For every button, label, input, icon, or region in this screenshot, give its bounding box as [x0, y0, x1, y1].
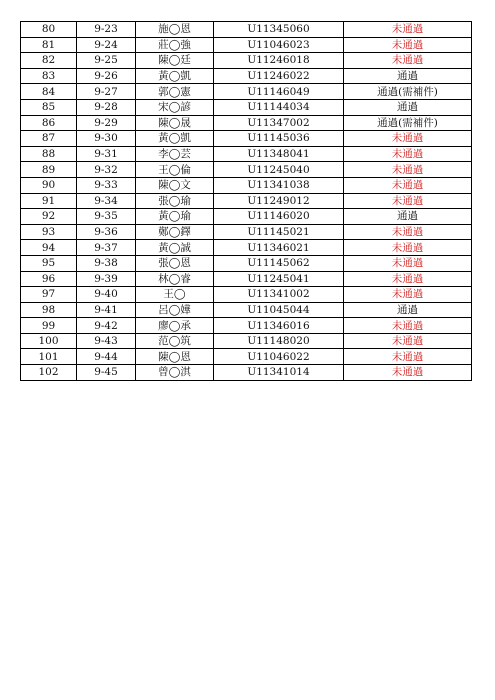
- table-row: [21, 99, 472, 115]
- table-row: [21, 37, 472, 53]
- student-roster-table: [20, 21, 472, 381]
- class-seat-cell: 9-32: [77, 162, 136, 178]
- row-number-cell: 90: [21, 177, 77, 193]
- status-cell: 通過: [344, 302, 472, 318]
- row-number-cell: 83: [21, 68, 77, 84]
- status-cell: 未通過: [344, 193, 472, 209]
- status-cell: 未通過: [344, 224, 472, 240]
- status-cell: 未通過: [344, 333, 472, 349]
- class-seat-cell: 9-43: [77, 333, 136, 349]
- table-row: [21, 209, 472, 225]
- class-seat-cell: 9-45: [77, 365, 136, 381]
- status-cell: 未通過: [344, 146, 472, 162]
- table-row: [21, 349, 472, 365]
- table-row: [21, 177, 472, 193]
- table-row: [21, 224, 472, 240]
- student-id-cell: U11145021: [214, 224, 344, 240]
- class-seat-cell: 9-29: [77, 115, 136, 131]
- student-id-cell: U11341038: [214, 177, 344, 193]
- table-row: [21, 318, 472, 334]
- row-number-cell: 86: [21, 115, 77, 131]
- student-name-cell: 陳◯恩: [136, 349, 214, 365]
- row-number-cell: 92: [21, 209, 77, 225]
- row-number-cell: 88: [21, 146, 77, 162]
- student-name-cell: 林◯睿: [136, 271, 214, 287]
- student-name-cell: 郭◯憲: [136, 84, 214, 100]
- row-number-cell: 87: [21, 131, 77, 147]
- table-row: [21, 131, 472, 147]
- table-row: [21, 302, 472, 318]
- table-row: [21, 146, 472, 162]
- status-cell: 未通過: [344, 240, 472, 256]
- student-id-cell: U11148020: [214, 333, 344, 349]
- row-number-cell: 100: [21, 333, 77, 349]
- table-row: [21, 271, 472, 287]
- status-cell: 未通過: [344, 53, 472, 69]
- student-name-cell: 王◯倫: [136, 162, 214, 178]
- class-seat-cell: 9-26: [77, 68, 136, 84]
- student-id-cell: U11046023: [214, 37, 344, 53]
- class-seat-cell: 9-39: [77, 271, 136, 287]
- student-id-cell: U11145062: [214, 255, 344, 271]
- class-seat-cell: 9-38: [77, 255, 136, 271]
- student-id-cell: U11345060: [214, 22, 344, 38]
- student-id-cell: U11144034: [214, 99, 344, 115]
- class-seat-cell: 9-35: [77, 209, 136, 225]
- status-cell: 通過: [344, 68, 472, 84]
- table-row: [21, 240, 472, 256]
- student-name-cell: 黃◯凱: [136, 68, 214, 84]
- row-number-cell: 91: [21, 193, 77, 209]
- student-name-cell: 施◯恩: [136, 22, 214, 38]
- student-name-cell: 范◯筑: [136, 333, 214, 349]
- table-row: [21, 53, 472, 69]
- status-cell: 未通過: [344, 22, 472, 38]
- class-seat-cell: 9-40: [77, 287, 136, 303]
- table-row: [21, 22, 472, 38]
- student-name-cell: 莊◯強: [136, 37, 214, 53]
- student-name-cell: 鄭◯鐸: [136, 224, 214, 240]
- table-row: [21, 193, 472, 209]
- row-number-cell: 80: [21, 22, 77, 38]
- student-name-cell: 廖◯承: [136, 318, 214, 334]
- status-cell: 未通過: [344, 255, 472, 271]
- row-number-cell: 95: [21, 255, 77, 271]
- status-cell: 未通過: [344, 37, 472, 53]
- student-id-cell: U11249012: [214, 193, 344, 209]
- student-id-cell: U11346016: [214, 318, 344, 334]
- class-seat-cell: 9-37: [77, 240, 136, 256]
- row-number-cell: 89: [21, 162, 77, 178]
- status-cell: 通過: [344, 99, 472, 115]
- table-row: [21, 333, 472, 349]
- row-number-cell: 96: [21, 271, 77, 287]
- table-row: [21, 162, 472, 178]
- table-row: [21, 115, 472, 131]
- student-id-cell: U11348041: [214, 146, 344, 162]
- student-id-cell: U11245041: [214, 271, 344, 287]
- student-id-cell: U11245040: [214, 162, 344, 178]
- row-number-cell: 82: [21, 53, 77, 69]
- student-id-cell: U11246018: [214, 53, 344, 69]
- row-number-cell: 84: [21, 84, 77, 100]
- student-name-cell: 張◯瑜: [136, 193, 214, 209]
- status-cell: 通過(需補件): [344, 84, 472, 100]
- student-name-cell: 李◯芸: [136, 146, 214, 162]
- class-seat-cell: 9-28: [77, 99, 136, 115]
- student-name-cell: 宋◯諺: [136, 99, 214, 115]
- class-seat-cell: 9-27: [77, 84, 136, 100]
- student-name-cell: 王◯: [136, 287, 214, 303]
- class-seat-cell: 9-42: [77, 318, 136, 334]
- student-name-cell: 陳◯晟: [136, 115, 214, 131]
- student-name-cell: 黃◯凱: [136, 131, 214, 147]
- student-id-cell: U11347002: [214, 115, 344, 131]
- student-id-cell: U11045044: [214, 302, 344, 318]
- table-row: [21, 84, 472, 100]
- row-number-cell: 97: [21, 287, 77, 303]
- student-id-cell: U11341014: [214, 365, 344, 381]
- student-name-cell: 曾◯淇: [136, 365, 214, 381]
- student-id-cell: U11341002: [214, 287, 344, 303]
- table-row: [21, 68, 472, 84]
- table-row: [21, 365, 472, 381]
- table-row: [21, 287, 472, 303]
- class-seat-cell: 9-41: [77, 302, 136, 318]
- student-name-cell: 陳◯文: [136, 177, 214, 193]
- class-seat-cell: 9-31: [77, 146, 136, 162]
- class-seat-cell: 9-44: [77, 349, 136, 365]
- student-id-cell: U11046022: [214, 349, 344, 365]
- row-number-cell: 101: [21, 349, 77, 365]
- student-id-cell: U11146020: [214, 209, 344, 225]
- student-name-cell: 呂◯嬅: [136, 302, 214, 318]
- row-number-cell: 81: [21, 37, 77, 53]
- row-number-cell: 102: [21, 365, 77, 381]
- status-cell: 通過(需補件): [344, 115, 472, 131]
- status-cell: 未通過: [344, 287, 472, 303]
- status-cell: 未通過: [344, 349, 472, 365]
- row-number-cell: 93: [21, 224, 77, 240]
- class-seat-cell: 9-24: [77, 37, 136, 53]
- status-cell: 未通過: [344, 318, 472, 334]
- status-cell: 未通過: [344, 162, 472, 178]
- status-cell: 未通過: [344, 365, 472, 381]
- class-seat-cell: 9-30: [77, 131, 136, 147]
- row-number-cell: 94: [21, 240, 77, 256]
- class-seat-cell: 9-36: [77, 224, 136, 240]
- class-seat-cell: 9-23: [77, 22, 136, 38]
- status-cell: 未通過: [344, 177, 472, 193]
- status-cell: 未通過: [344, 271, 472, 287]
- student-name-cell: 張◯恩: [136, 255, 214, 271]
- student-name-cell: 黃◯瑜: [136, 209, 214, 225]
- class-seat-cell: 9-34: [77, 193, 136, 209]
- class-seat-cell: 9-25: [77, 53, 136, 69]
- row-number-cell: 99: [21, 318, 77, 334]
- student-name-cell: 陳◯廷: [136, 53, 214, 69]
- student-id-cell: U11146049: [214, 84, 344, 100]
- student-name-cell: 黃◯誠: [136, 240, 214, 256]
- row-number-cell: 85: [21, 99, 77, 115]
- class-seat-cell: 9-33: [77, 177, 136, 193]
- student-id-cell: U11346021: [214, 240, 344, 256]
- status-cell: 未通過: [344, 131, 472, 147]
- roster-body: [21, 22, 472, 381]
- table-row: [21, 255, 472, 271]
- status-cell: 通過: [344, 209, 472, 225]
- student-id-cell: U11246022: [214, 68, 344, 84]
- student-id-cell: U11145036: [214, 131, 344, 147]
- row-number-cell: 98: [21, 302, 77, 318]
